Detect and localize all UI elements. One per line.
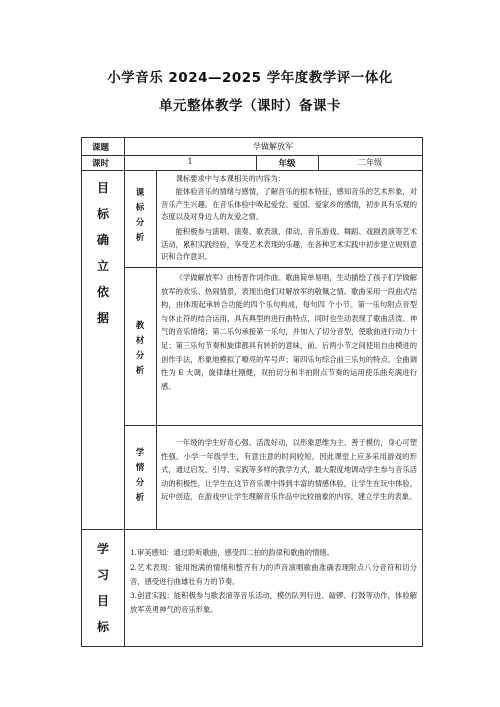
rule-curriculum-bottom — [124, 267, 422, 268]
textbook-char: 材 — [135, 336, 145, 346]
rule-textbook-bottom — [124, 425, 422, 426]
textbook-char: 析 — [135, 366, 145, 376]
students-text: 一年级的学生好奇心强、活泼好动，以形象思维为主、善于模仿，身心可塑性强。小学一年级学生，有意注意的时间较短，因此课堂上应多采用游戏的形式，通过启发、引导、实践等多样的教学方式，最大限度地调动学生参与音乐活动的积极性，让学生在这节音乐课中得到丰富的情感体验，让学生在玩中体验，玩中创造，在游戏中让学生理解音乐作品中比较抽象的内容，建立学生的表象。 — [161, 438, 417, 502]
goal-item-3: 3.创意实践：能积极参与歌表演等音乐活动，模仿队列行进、敲锣、打鼓等动作，体验解放军英勇神气的音乐形象。 — [130, 591, 417, 614]
rule-col-goals — [124, 529, 125, 646]
rule-basis-bottom — [82, 529, 422, 530]
rule-row2 — [82, 170, 422, 171]
target-basis-char: 据 — [96, 311, 109, 325]
curriculum-char: 分 — [135, 218, 145, 228]
target-basis-char: 立 — [96, 259, 109, 273]
goals-label — [82, 536, 124, 640]
goals-char: 标 — [96, 620, 109, 634]
curriculum-label — [124, 186, 156, 246]
textbook-char: 分 — [135, 351, 145, 361]
hours-label: 课时 — [92, 159, 110, 169]
curriculum-intro: 课标要求中与本课相关的内容为： — [175, 174, 286, 183]
goal-item-2: 2.艺术表现：能用饱满的情绪和整齐有力的声音演唱歌曲准确表现附点八分音符和切分音，感受进行曲雄壮有力的节奏。 — [130, 563, 417, 586]
topic-label: 课题 — [92, 143, 110, 153]
target-basis-char: 标 — [96, 207, 109, 221]
target-basis-char: 确 — [96, 233, 109, 247]
rule-row1 — [82, 155, 422, 156]
goals-char: 学 — [96, 542, 109, 556]
grade-value: 二年级 — [358, 158, 382, 167]
page-title-line2: 单元整体教学（课时）备课卡 — [159, 98, 341, 114]
target-basis-char: 目 — [96, 181, 109, 195]
curriculum-char: 标 — [135, 203, 145, 213]
textbook-label — [124, 319, 156, 379]
hours-value: 1 — [187, 157, 193, 166]
students-char: 情 — [135, 463, 145, 473]
students-char: 学 — [135, 448, 145, 458]
curriculum-para2: 能积极参与演唱、演奏、歌表演、律动、音乐游戏、舞蹈、戏剧表演等艺术活动，累积实践经验，享受艺术表现的乐趣，在各种艺术实践中初步建立规则意识和合作意识。 — [161, 227, 417, 262]
target-basis-char: 依 — [96, 285, 109, 299]
goals-char: 习 — [96, 568, 109, 582]
textbook-text: 《学做解放军》由杨晋作词作曲。歌曲简单易唱，生动描绘了孩子们学做解放军的欢乐、热闹情景，表现出他们对解放军的敬佩之情。歌曲采用一段曲式结构，由体现起承转合功能的四个乐句构成，每句四 个小节。第一乐句附点音型与休止符的结合运用，具有典型的进行曲特点，同时也生动表现了歌曲活泼、神气的音乐情绪；第二乐句承接第一乐句，并加入了切分音型，使歌曲进行动力十足；第三乐句节奏和旋律都具有转折的意味，前、后两小节之间使用自由模进的创作手法，形象地模拟了嘹亮的军号声；第四乐句综合前三乐句的特点。全曲调性为 E 大调，旋律雄壮刚健，双拍切分和半拍附点节奏的运用使乐曲充满进行感。 — [161, 273, 417, 391]
students-label — [124, 446, 156, 506]
grade-label: 年级 — [278, 159, 296, 169]
students-char: 分 — [135, 478, 145, 488]
curriculum-char: 课 — [135, 188, 145, 198]
rule-col-sublabel — [156, 170, 157, 529]
page-title-line1: 小学音乐 2024—2025 学年度教学评一体化 — [107, 70, 393, 86]
goals-char: 目 — [96, 594, 109, 608]
target-basis-label — [82, 175, 124, 331]
topic-value: 学做解放军 — [253, 142, 293, 151]
goal-item-1: 1.审美感知：通过聆听歌曲，感受四二拍的韵律和歌曲的情绪。 — [130, 548, 334, 557]
curriculum-char: 析 — [135, 233, 145, 243]
students-char: 析 — [135, 493, 145, 503]
textbook-char: 教 — [135, 321, 145, 331]
curriculum-para1: 能体验音乐的情绪与感情，了解音乐的根本特征，感知音乐的艺术形象，对音乐产生兴趣。在音乐体验中唤起爱党、爱国、爱家乡的感情，初步具有乐观的态度以及对身边人的友爱之情。 — [161, 187, 417, 222]
lesson-plan-table — [81, 137, 423, 647]
